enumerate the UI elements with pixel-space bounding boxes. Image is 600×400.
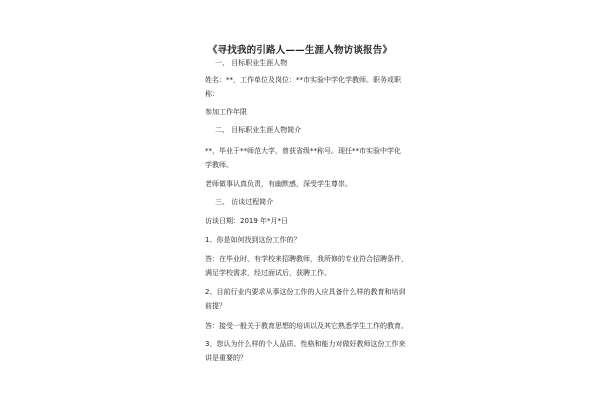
question-1: 1、你是如何找到这份工作的？ — [205, 236, 301, 244]
section-1-line-3: 参加工作年限 — [205, 108, 247, 116]
answer-1-line-1: 答：在毕业时，有学校来招聘教师，我所修的专业符合招聘条件， — [205, 255, 408, 263]
section-3-heading: 三、 访谈过程简介 — [215, 198, 274, 206]
question-2-line-1: 2、目前行业内要求从事这份工作的人应具备什么样的教育和培训 — [205, 288, 406, 296]
interview-date: 访谈日期：2019 年*月*日 — [205, 217, 289, 225]
section-2-line-3: 老师做事认真负责，有幽默感，深受学生尊崇。 — [205, 180, 352, 188]
answer-1-line-2: 满足学校需求，经过面试后，获聘工作。 — [205, 269, 331, 277]
question-3-line-1: 3、您认为什么样的个人品质、性格和能力对做好教师这份工作来 — [205, 340, 406, 348]
question-3-line-2: 讲是重要的？ — [205, 354, 247, 362]
section-1-heading: 一、 目标职业生涯人物 — [215, 59, 288, 67]
report-title: 《寻找我的引路人——生涯人物访谈报告》 — [207, 45, 393, 56]
section-2-line-1: **，毕业于**师范大学，曾获省级**称号。现任**市实验中学化 — [205, 147, 401, 155]
question-2-line-2: 前提？ — [205, 302, 226, 310]
section-1-line-1: 姓名：**，工作单位及岗位：**市实验中学化学教师。职务或职 — [205, 76, 401, 84]
answer-2: 答：接受一般关于教育思想的培训以及其它熟悉学生工作的教育。 — [205, 322, 408, 330]
section-1-line-2: 称： — [205, 90, 219, 98]
section-2-line-2: 学教师。 — [205, 161, 233, 169]
section-2-heading: 二、 目标职业生涯人物简介 — [215, 126, 302, 134]
